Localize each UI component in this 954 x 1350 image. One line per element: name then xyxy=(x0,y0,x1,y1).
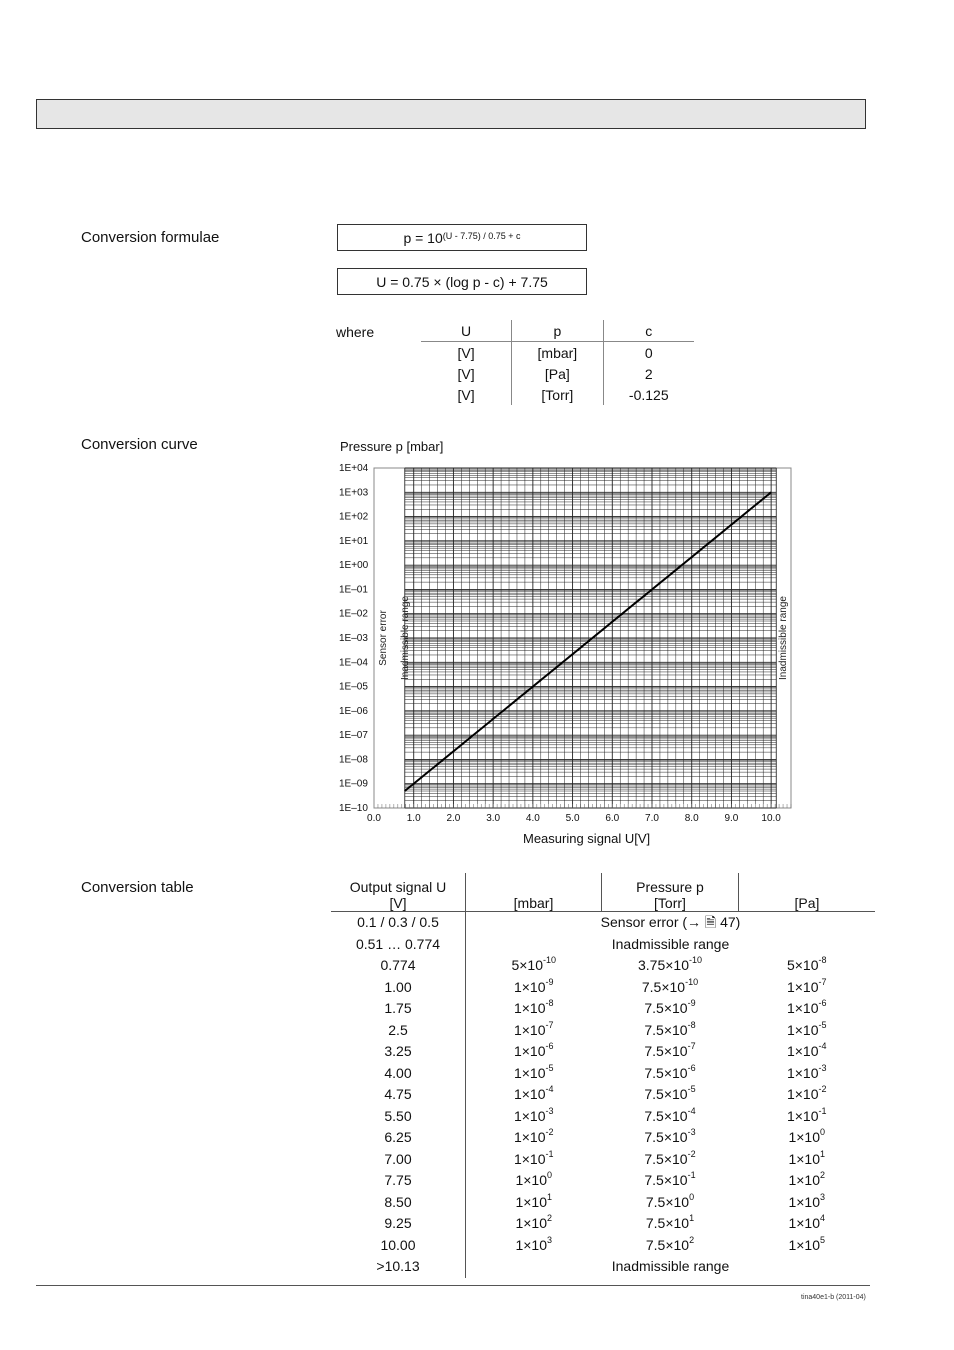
table-row xyxy=(331,955,875,977)
table-row xyxy=(331,977,875,999)
output-signal-cell: 5.50 xyxy=(331,1106,466,1128)
output-signal-cell: 7.75 xyxy=(331,1170,466,1192)
value-mantissa: 7.5×10 xyxy=(644,1107,688,1124)
y-tick-label: 1E–07 xyxy=(339,730,368,742)
value-mantissa: 1×10 xyxy=(786,1021,819,1038)
table-row xyxy=(331,1106,875,1128)
where-cell: c xyxy=(603,320,694,342)
value-exponent: -5 xyxy=(687,1084,696,1095)
annotation-inadmissible-left: Inadmissible range xyxy=(400,596,411,680)
y-tick-label: 1E+03 xyxy=(339,487,369,499)
value-mantissa: 7.5×10 xyxy=(644,1064,688,1081)
pressure-mbar-cell xyxy=(466,1106,602,1128)
where-header-row xyxy=(421,320,694,342)
output-signal-cell: 3.25 xyxy=(331,1041,466,1063)
table-span-cell: Inadmissible range xyxy=(611,1258,730,1274)
y-tick-label: 1E–09 xyxy=(339,778,368,790)
pressure-torr-cell xyxy=(602,998,739,1020)
chart-title: Pressure p [mbar] xyxy=(340,439,444,454)
value-exponent: 4 xyxy=(820,1213,826,1224)
value-exponent: -1 xyxy=(687,1170,696,1181)
pressure-torr-cell xyxy=(602,1063,739,1085)
pressure-pa-cell xyxy=(739,1106,876,1128)
label-conversion-formulae: Conversion formulae xyxy=(81,229,220,246)
value-exponent: -2 xyxy=(545,1127,554,1138)
table-row xyxy=(331,1041,875,1063)
value-mantissa: 7.5×10 xyxy=(644,1086,688,1102)
value-mantissa: 1×10 xyxy=(788,1150,821,1167)
value-mantissa: 1×10 xyxy=(513,1150,546,1167)
value-mantissa: 1×10 xyxy=(515,1193,548,1210)
pressure-mbar-cell xyxy=(466,998,602,1020)
value-exponent: -3 xyxy=(545,1105,554,1116)
value-exponent: -2 xyxy=(818,1084,827,1095)
pressure-torr-cell xyxy=(602,977,739,999)
value-mantissa: 3.75×10 xyxy=(637,957,689,973)
where-cell: [V] xyxy=(421,384,512,405)
value-exponent: -10 xyxy=(688,955,702,966)
where-cell: [Pa] xyxy=(512,363,603,384)
pressure-mbar-cell xyxy=(466,1213,602,1235)
x-tick-label: 3.0 xyxy=(486,813,501,824)
where-cell: 2 xyxy=(644,365,653,382)
where-label: where xyxy=(336,324,375,340)
value-mantissa: 7.5×10 xyxy=(645,1215,690,1231)
output-signal-cell: 4.00 xyxy=(331,1063,466,1085)
value-mantissa: 1×10 xyxy=(786,1043,819,1059)
output-signal-cell: 10.00 xyxy=(331,1235,466,1257)
pressure-mbar-cell xyxy=(466,1170,602,1192)
pressure-mbar-cell xyxy=(466,1084,602,1106)
pressure-mbar-cell xyxy=(466,1149,602,1171)
pressure-mbar-cell xyxy=(466,977,602,999)
value-mantissa: 5×10 xyxy=(511,957,544,973)
y-tick-label: 1E–05 xyxy=(339,681,368,693)
value-mantissa: 1×10 xyxy=(786,1107,819,1124)
table-header-cell: [Pa] xyxy=(739,873,876,912)
value-mantissa: 7.5×10 xyxy=(645,1236,690,1253)
where-row xyxy=(421,384,694,405)
value-exponent: -3 xyxy=(687,1127,696,1138)
footer-rule xyxy=(36,1285,870,1286)
value-exponent: -8 xyxy=(545,998,554,1009)
table-row xyxy=(331,934,875,956)
pressure-mbar-cell xyxy=(466,1063,602,1085)
value-exponent: 1 xyxy=(820,1148,826,1159)
pressure-torr-cell xyxy=(602,1020,739,1042)
pressure-pa-cell xyxy=(739,955,876,977)
output-signal-cell: 1.75 xyxy=(331,998,466,1020)
pressure-torr-cell xyxy=(602,1127,739,1149)
value-exponent: -8 xyxy=(818,955,827,966)
pressure-pa-cell xyxy=(739,1127,876,1149)
x-tick-label: 4.0 xyxy=(525,813,540,824)
value-exponent: -1 xyxy=(545,1148,554,1159)
value-mantissa: 7.5×10 xyxy=(644,1000,688,1016)
where-cell: [mbar] xyxy=(512,342,603,364)
value-mantissa: 1×10 xyxy=(786,1086,819,1102)
value-mantissa: 1×10 xyxy=(513,1043,546,1059)
value-mantissa: 1×10 xyxy=(786,1000,819,1016)
chart-x-axis-label: Measuring signal U[V] xyxy=(523,831,651,846)
value-exponent: -6 xyxy=(687,1062,696,1073)
conversion-curve-chart xyxy=(330,455,800,830)
output-signal-cell: 0.1 / 0.3 / 0.5 xyxy=(331,912,466,934)
pressure-mbar-cell xyxy=(466,1235,602,1257)
where-table xyxy=(421,320,694,405)
table-row xyxy=(331,1149,875,1171)
value-mantissa: 1×10 xyxy=(788,1236,821,1253)
output-signal-cell: 4.75 xyxy=(331,1084,466,1106)
x-tick-label: 7.0 xyxy=(645,813,659,824)
output-signal-cell: 6.25 xyxy=(331,1127,466,1149)
pressure-pa-cell xyxy=(739,1192,876,1214)
table-row xyxy=(331,1127,875,1149)
value-mantissa: 1×10 xyxy=(513,1000,546,1016)
value-exponent: -1 xyxy=(818,1105,827,1116)
where-cell: p xyxy=(512,320,603,342)
table-row xyxy=(331,1020,875,1042)
value-mantissa: 1×10 xyxy=(788,1129,821,1145)
value-exponent: -5 xyxy=(818,1019,827,1030)
pressure-mbar-cell xyxy=(466,955,602,977)
table-span-cell: Inadmissible range xyxy=(611,935,730,952)
formula-pressure xyxy=(337,224,587,251)
pressure-torr-cell xyxy=(602,1170,739,1192)
value-mantissa: 5×10 xyxy=(786,957,819,973)
value-exponent: -4 xyxy=(545,1084,554,1095)
table-row xyxy=(331,998,875,1020)
x-tick-label: 2.0 xyxy=(446,813,461,824)
pressure-pa-cell xyxy=(739,1213,876,1235)
output-signal-cell: >10.13 xyxy=(331,1256,466,1278)
output-signal-cell: 0.774 xyxy=(331,955,466,977)
pressure-pa-cell xyxy=(739,1084,876,1106)
value-mantissa: 1×10 xyxy=(515,1236,548,1253)
where-cell: [V] xyxy=(421,342,512,364)
value-mantissa: 1×10 xyxy=(513,1064,546,1081)
pressure-torr-cell xyxy=(602,1192,739,1214)
y-tick-label: 1E+01 xyxy=(339,535,369,547)
x-tick-label: 10.0 xyxy=(761,813,781,824)
value-mantissa: 7.5×10 xyxy=(644,1172,688,1188)
pressure-pa-cell xyxy=(739,1149,876,1171)
label-conversion-curve: Conversion curve xyxy=(81,436,198,453)
where-cell: U xyxy=(421,320,512,342)
x-tick-label: 0.0 xyxy=(367,813,381,824)
pressure-pa-cell xyxy=(739,998,876,1020)
table-row xyxy=(331,1084,875,1106)
table-header-cell: [mbar] xyxy=(466,873,602,912)
y-tick-label: 1E–06 xyxy=(339,705,368,717)
value-exponent: -7 xyxy=(818,976,827,987)
value-exponent: -7 xyxy=(687,1041,696,1052)
y-tick-label: 1E–08 xyxy=(339,754,368,766)
output-signal-cell: 0.51 … 0.774 xyxy=(331,934,466,956)
value-exponent: 2 xyxy=(547,1213,553,1224)
pressure-torr-cell xyxy=(602,1084,739,1106)
pressure-torr-cell xyxy=(602,955,739,977)
value-exponent: 0 xyxy=(547,1170,553,1181)
output-signal-cell: 1.00 xyxy=(331,977,466,999)
value-exponent: -4 xyxy=(687,1105,696,1116)
pressure-mbar-cell xyxy=(466,1041,602,1063)
pressure-pa-cell xyxy=(739,977,876,999)
value-exponent: -6 xyxy=(818,998,827,1009)
annotation-sensor-error: Sensor error xyxy=(378,610,389,666)
pressure-torr-cell xyxy=(602,1149,739,1171)
table-row xyxy=(331,1235,875,1257)
x-tick-label: 1.0 xyxy=(406,813,421,824)
table-row xyxy=(331,1063,875,1085)
conversion-table xyxy=(331,873,875,1278)
footer-document-code: tina40e1-b (2011-04) xyxy=(801,1294,866,1301)
output-signal-cell: 7.00 xyxy=(331,1149,466,1171)
value-exponent: 2 xyxy=(820,1170,826,1181)
value-exponent: 0 xyxy=(689,1191,695,1202)
y-tick-label: 1E+02 xyxy=(339,511,369,523)
value-exponent: -5 xyxy=(545,1062,554,1073)
value-mantissa: 1×10 xyxy=(786,1064,819,1081)
value-mantissa: 1×10 xyxy=(513,1086,546,1102)
value-mantissa: 7.5×10 xyxy=(641,978,686,995)
y-tick-label: 1E–01 xyxy=(339,584,368,596)
x-tick-label: 9.0 xyxy=(724,813,739,824)
table-row xyxy=(331,1170,875,1192)
value-mantissa: 7.5×10 xyxy=(644,1150,688,1167)
value-exponent: -9 xyxy=(545,976,554,987)
value-mantissa: 1×10 xyxy=(513,1021,546,1038)
where-row xyxy=(421,363,694,384)
value-mantissa: 7.5×10 xyxy=(644,1021,688,1038)
value-mantissa: 1×10 xyxy=(515,1215,548,1231)
section-header-bar xyxy=(36,99,866,129)
pressure-pa-cell xyxy=(739,1235,876,1257)
pressure-pa-cell xyxy=(739,1170,876,1192)
value-mantissa: 1×10 xyxy=(515,1172,548,1188)
formula-voltage xyxy=(337,268,587,295)
y-tick-label: 1E–10 xyxy=(339,803,368,814)
value-mantissa: 1×10 xyxy=(513,1129,546,1145)
where-cell: [V] xyxy=(421,363,512,384)
value-mantissa: 1×10 xyxy=(513,1107,546,1124)
value-exponent: -7 xyxy=(545,1019,554,1030)
pressure-pa-cell xyxy=(739,1063,876,1085)
pressure-torr-cell xyxy=(602,1041,739,1063)
y-tick-label: 1E+00 xyxy=(339,560,369,572)
pressure-mbar-cell xyxy=(466,1127,602,1149)
value-mantissa: 1×10 xyxy=(788,1193,821,1210)
pressure-torr-cell xyxy=(602,1106,739,1128)
table-header-row xyxy=(331,873,875,912)
formula-pressure-exponent: (U - 7.75) / 0.75 + c xyxy=(442,230,521,241)
value-mantissa: 7.5×10 xyxy=(645,1193,690,1210)
value-exponent: 1 xyxy=(547,1191,553,1202)
table-header-cell: Pressure p [Torr] xyxy=(602,873,739,912)
y-tick-label: 1E+04 xyxy=(339,463,369,474)
value-exponent: -10 xyxy=(685,976,699,987)
value-mantissa: 7.5×10 xyxy=(644,1043,688,1059)
formula-pressure-base: p = 10 xyxy=(403,229,443,246)
formula-voltage-text: U = 0.75 × (log p - c) + 7.75 xyxy=(376,273,548,290)
value-exponent: 0 xyxy=(820,1127,826,1138)
x-tick-label: 5.0 xyxy=(565,813,580,824)
y-tick-label: 1E–04 xyxy=(339,657,368,669)
pressure-pa-cell xyxy=(739,1041,876,1063)
value-exponent: -6 xyxy=(545,1041,554,1052)
label-conversion-table: Conversion table xyxy=(81,879,194,896)
table-row xyxy=(331,912,875,934)
output-signal-cell: 2.5 xyxy=(331,1020,466,1042)
value-exponent: -10 xyxy=(543,955,557,966)
annotation-inadmissible-right: Inadmissible range xyxy=(778,596,789,680)
pressure-torr-cell xyxy=(602,1235,739,1257)
where-cell: -0.125 xyxy=(628,386,669,403)
where-cell: [Torr] xyxy=(512,384,603,405)
pressure-mbar-cell xyxy=(466,1020,602,1042)
y-tick-label: 1E–03 xyxy=(339,633,368,644)
where-row xyxy=(421,342,694,364)
value-exponent: -3 xyxy=(818,1062,827,1073)
table-row xyxy=(331,1256,875,1278)
value-mantissa: 7.5×10 xyxy=(644,1129,688,1145)
value-exponent: 2 xyxy=(689,1234,695,1245)
y-tick-label: 1E–02 xyxy=(339,608,368,620)
pressure-pa-cell xyxy=(739,1020,876,1042)
value-mantissa: 1×10 xyxy=(513,978,546,995)
value-exponent: -2 xyxy=(687,1148,696,1159)
x-tick-label: 6.0 xyxy=(605,813,620,824)
x-tick-label: 8.0 xyxy=(684,813,699,824)
value-exponent: -9 xyxy=(687,998,696,1009)
value-mantissa: 1×10 xyxy=(786,978,819,995)
pressure-torr-cell xyxy=(602,1213,739,1235)
value-exponent: 5 xyxy=(820,1234,826,1245)
output-signal-cell: 9.25 xyxy=(331,1213,466,1235)
value-exponent: 3 xyxy=(547,1234,553,1245)
pressure-mbar-cell xyxy=(466,1192,602,1214)
table-header-cell: Output signal U [V] xyxy=(331,873,466,912)
value-exponent: 1 xyxy=(689,1213,695,1224)
value-exponent: 3 xyxy=(820,1191,826,1202)
value-mantissa: 1×10 xyxy=(788,1215,821,1231)
where-cell: 0 xyxy=(644,344,653,361)
table-row xyxy=(331,1192,875,1214)
output-signal-cell: 8.50 xyxy=(331,1192,466,1214)
value-exponent: -4 xyxy=(818,1041,827,1052)
table-span-cell: Sensor error (→ 🗎 47) xyxy=(600,914,741,930)
table-row xyxy=(331,1213,875,1235)
value-mantissa: 1×10 xyxy=(788,1172,821,1188)
value-exponent: -8 xyxy=(687,1019,696,1030)
